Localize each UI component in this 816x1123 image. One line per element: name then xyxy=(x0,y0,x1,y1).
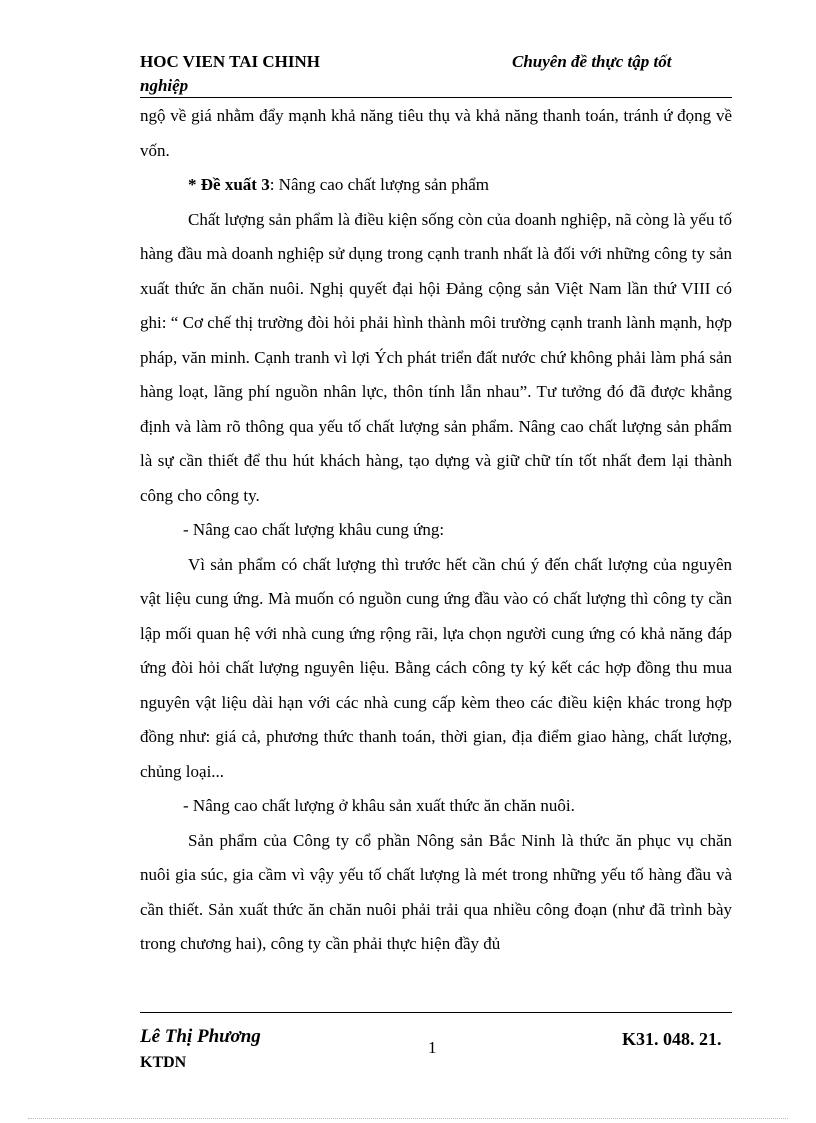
header-rule xyxy=(140,97,732,98)
footer-rule xyxy=(140,1012,732,1013)
proposal-heading xyxy=(140,168,732,203)
header-institution-line2: nghiệp xyxy=(140,76,189,95)
page-number: 1 xyxy=(428,1038,437,1057)
paragraph-4: Sản phẩm của Công ty cổ phần Nông sản Bắc Ninh là thức ăn phục vụ chăn nuôi gia súc, gia cầm vì vậy yếu tố chất lượng là mét trong những yếu tố hàng đầu và cần thiết. Sản xuất thức ăn chăn nuôi phải trải qua nhiều công đoạn (như đã trình bày trong chương hai), công ty cần phải thực hiện đầy đủ xyxy=(140,830,732,953)
paragraph-1: ngộ về giá nhằm đẩy mạnh khả năng tiêu thụ và khả năng thanh toán, tránh ứ đọng về vốn. xyxy=(140,106,732,160)
page-edge-border xyxy=(28,1118,788,1119)
footer-class: KTDN xyxy=(140,1054,187,1071)
subheading-production: - Nâng cao chất lượng ở khâu sản xuất thức ăn chăn nuôi. xyxy=(183,796,575,815)
page-body xyxy=(140,99,732,962)
subheading-supply: - Nâng cao chất lượng khâu cung ứng: xyxy=(183,520,445,539)
header-institution xyxy=(140,52,320,96)
proposal-label: * Đề xuất 3 xyxy=(188,175,270,194)
header-doc-type: Chuyên đề thực tập tốt xyxy=(512,52,672,71)
footer-student-id: K31. 048. 21. xyxy=(622,1029,722,1049)
proposal-title: : Nâng cao chất lượng sản phẩm xyxy=(269,175,490,194)
footer-author: Lê Thị Phương xyxy=(140,1026,261,1047)
paragraph-3: Vì sản phẩm có chất lượng thì trước hết cần chú ý đến chất lượng của nguyên vật liệu cung ứng. Mà muốn có nguồn cung ứng đầu vào có chất lượng thì công ty cần lập mối quan hệ với nhà cung ứng rộng rãi, lựa chọn người cung ứng có khả năng đáp ứng đòi hỏi chất lượng nguyên liệu. Bằng cách công ty ký kết các hợp đồng thu mua nguyên vật liệu dài hạn với các nhà cung cấp kèm theo các điều kiện khác trong hợp đồng như: giá cả, phương thức thanh toán, thời gian, địa điểm giao hàng, chất lượng, chủng loại... xyxy=(140,554,732,781)
header-institution-line1: HOC VIEN TAI CHINH xyxy=(140,52,320,71)
paragraph-2: Chất lượng sản phẩm là điều kiện sống còn của doanh nghiệp, nã còng là yếu tố hàng đầu mà doanh nghiệp sử dụng trong cạnh tranh nhất là đối với những công ty sản xuất thức ăn chăn nuôi. Nghị quyết đại hội Đảng cộng sản Việt Nam lần thứ VIII có ghi: “ Cơ chế thị trường đòi hỏi phải hình thành môi trường cạnh tranh lành mạnh, hợp pháp, văn minh. Cạnh tranh vì lợi Ých phát triển đất nước chứ không phải làm phá sản hàng loạt, lãng phí nguồn nhân lực, thôn tính lẫn nhau”. Tư tưởng đó đã được khẳng định và làm rõ thông qua yếu tố chất lượng sản phẩm. Nâng cao chất lượng sản phẩm là sự cần thiết để thu hút khách hàng, tạo dựng và giữ chữ tín tốt nhất đem lại thành công cho công ty. xyxy=(140,209,732,505)
